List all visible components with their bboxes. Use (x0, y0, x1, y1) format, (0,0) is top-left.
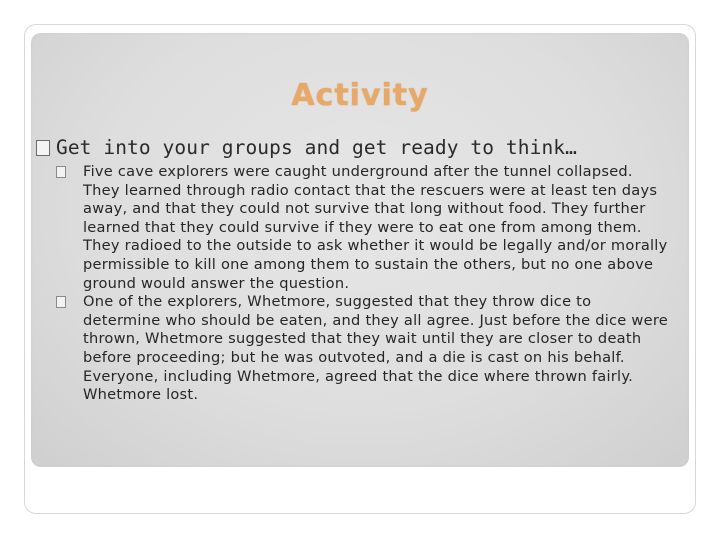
bullet-box-icon (56, 296, 66, 308)
sub-bullet-text: Five cave explorers were caught underground after the tunnel collapsed. They learned through radio contact that the rescuers were at least ten days away, and that they could not survive that long without food. They further learned that they could survive if they were to eat one from among them. They radioed to the outside to ask whether it would be legally and/or morally permissible to kill one among them to sustain the others, but no one above ground would answer the question. (83, 163, 668, 292)
main-bullet (36, 136, 696, 159)
sub-bullet-item (56, 163, 671, 293)
bullet-box-icon (36, 140, 50, 156)
slide-title: Activity (291, 78, 429, 113)
main-bullet-text: Get into your groups and get ready to think… (56, 136, 577, 159)
sub-bullet-list (56, 163, 671, 405)
sub-bullet-text: One of the explorers, Whetmore, suggested that they throw dice to determine who should be eaten, and they all agree. Just before the dice were thrown, Whetmore suggested that they wait until they are closer to death before proceeding; but he was outvoted, and a die is cast on his behalf. Everyone, including Whetmore, agreed that the dice where thrown fairly. Whetmore lost. (83, 293, 668, 404)
bullet-box-icon (56, 166, 66, 178)
sub-bullet-item (56, 293, 671, 405)
